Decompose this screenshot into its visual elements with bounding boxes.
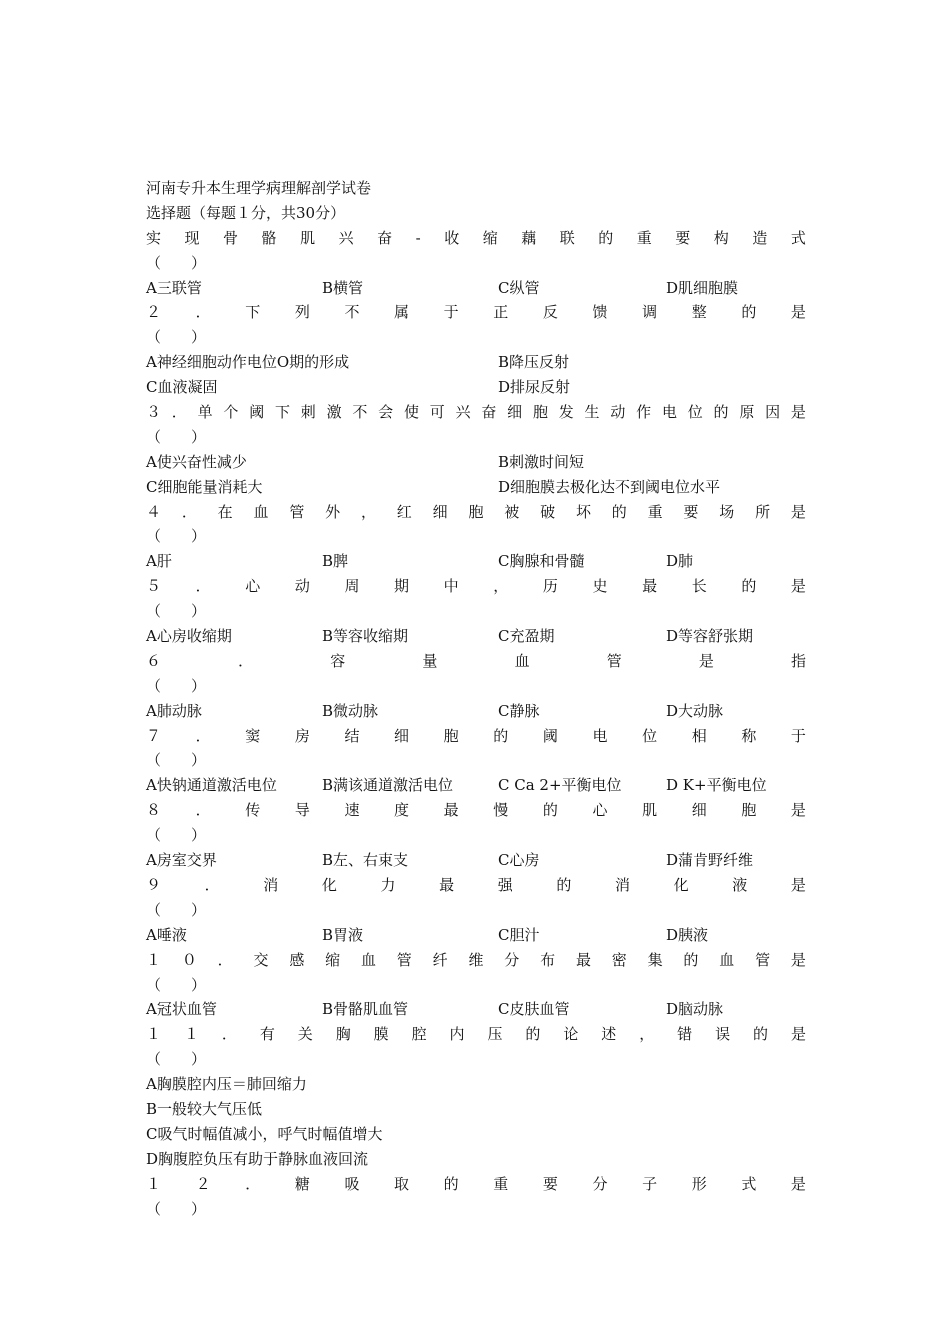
- stem-char: １: [146, 1025, 162, 1044]
- option: A肝: [146, 552, 172, 571]
- stem-char: 破: [540, 502, 556, 521]
- stem-char: 感: [289, 950, 305, 969]
- answer-blank: （ ）: [146, 253, 207, 272]
- stem-char: 位: [642, 726, 658, 745]
- stem-char: 分: [504, 950, 520, 969]
- stem-char: 所: [755, 502, 771, 521]
- stem-char: 吸: [344, 1174, 360, 1193]
- stem-char: 纤: [432, 950, 448, 969]
- answer-blank: （ ）: [146, 328, 207, 347]
- stem-char: 细: [507, 403, 523, 422]
- option-row: [146, 624, 806, 649]
- answer-blank: （ ）: [146, 751, 207, 770]
- stem-char: ２: [146, 303, 162, 322]
- option: D大动脉: [666, 701, 724, 720]
- stem-char: 中: [443, 577, 459, 596]
- question-9: [146, 873, 806, 948]
- option: A胸膜腔内压＝肺回缩力: [146, 1075, 307, 1094]
- option: D胸腹腔负压有助于静脉血液回流: [146, 1149, 369, 1168]
- stem-char: 有: [259, 1025, 275, 1044]
- question-6: [146, 649, 806, 724]
- stem-char: 容: [330, 651, 346, 670]
- question-stem: [146, 873, 806, 898]
- stem-char: 调: [642, 303, 658, 322]
- stem-char: 是: [790, 502, 806, 521]
- stem-char: 不: [344, 303, 360, 322]
- stem-char: 速: [344, 801, 360, 820]
- stem-char: 是: [790, 1025, 806, 1044]
- stem-char: 是: [698, 651, 714, 670]
- stem-char: ２: [195, 1174, 211, 1193]
- question-stem: [146, 649, 806, 674]
- document-page: [146, 176, 806, 1221]
- stem-char: 要: [542, 1174, 558, 1193]
- stem-char: 坏: [575, 502, 591, 521]
- stem-char: 电: [592, 726, 608, 745]
- stem-char: 腔: [411, 1025, 427, 1044]
- answer-blank: （ ）: [146, 602, 207, 621]
- stem-char: 称: [741, 726, 757, 745]
- option-row: [146, 699, 806, 724]
- stem-char: 是: [790, 950, 806, 969]
- stem-char: 场: [719, 502, 735, 521]
- question-stem: [146, 1172, 806, 1197]
- stem-char: 可: [429, 403, 445, 422]
- stem-char: 是: [790, 403, 806, 422]
- stem-char: ，: [360, 502, 376, 521]
- option: C心房: [498, 851, 540, 870]
- option: B左、右束支: [322, 851, 409, 870]
- stem-char: 的: [741, 577, 757, 596]
- question-4: [146, 500, 806, 575]
- stem-char: 述: [601, 1025, 617, 1044]
- stem-char: 胞: [468, 502, 484, 521]
- stem-char: 下: [245, 303, 261, 322]
- stem-char: 消: [263, 875, 279, 894]
- stem-char: 单: [197, 403, 213, 422]
- stem-char: 心: [245, 577, 261, 596]
- option-row: [146, 549, 806, 574]
- stem-char: ．: [195, 726, 211, 745]
- option-row: [146, 350, 806, 375]
- option: C纵管: [498, 278, 540, 297]
- question-stem: [146, 400, 806, 425]
- stem-char: 骼: [261, 228, 277, 247]
- stem-char: 相: [691, 726, 707, 745]
- section-heading: 选择题（每题１分，共30分）: [146, 203, 346, 222]
- stem-char: 重: [647, 502, 663, 521]
- option: B脾: [322, 552, 349, 571]
- stem-char: 是: [790, 875, 806, 894]
- question-stem: [146, 300, 806, 325]
- stem-char: ，: [639, 1025, 655, 1044]
- option: B降压反射: [498, 353, 570, 372]
- option: D肌细胞膜: [666, 278, 739, 297]
- stem-char: 重: [493, 1174, 509, 1193]
- stem-char: 作: [636, 403, 652, 422]
- stem-char: 化: [673, 875, 689, 894]
- question-stem: [146, 500, 806, 525]
- stem-char: 红: [396, 502, 412, 521]
- option: A三联管: [146, 278, 202, 297]
- question-11: [146, 1022, 806, 1171]
- stem-char: 膜: [373, 1025, 389, 1044]
- stem-char: 的: [598, 228, 614, 247]
- option: B骨骼肌血管: [322, 1000, 409, 1019]
- stem-char: 的: [542, 801, 558, 820]
- option: A神经细胞动作电位O期的形成: [146, 353, 350, 372]
- stem-char: 肌: [300, 228, 316, 247]
- stem-char: ．: [204, 875, 220, 894]
- option: B一般较大气压低: [146, 1099, 263, 1118]
- stem-char: 房: [294, 726, 310, 745]
- stem-char: 被: [504, 502, 520, 521]
- stem-char: 周: [344, 577, 360, 596]
- option-row: [146, 773, 806, 798]
- stem-char: 布: [540, 950, 556, 969]
- option-row: [146, 997, 806, 1022]
- answer-blank: （ ）: [146, 826, 207, 845]
- stem-char: 下: [274, 403, 290, 422]
- stem-char: 动: [294, 577, 310, 596]
- option-row: [146, 450, 806, 475]
- stem-char: 个: [223, 403, 239, 422]
- stem-char: 的: [556, 875, 572, 894]
- stem-char: 结: [344, 726, 360, 745]
- stem-char: 错: [677, 1025, 693, 1044]
- question-1: [146, 226, 806, 301]
- stem-char: 心: [592, 801, 608, 820]
- option: C充盈期: [498, 627, 555, 646]
- stem-char: ．: [195, 303, 211, 322]
- stem-char: 现: [184, 228, 200, 247]
- option-row: [146, 276, 806, 301]
- stem-char: 密: [611, 950, 627, 969]
- stem-char: 最: [575, 950, 591, 969]
- question-stem: [146, 574, 806, 599]
- stem-char: 要: [683, 502, 699, 521]
- option: B刺激时间短: [498, 452, 585, 471]
- option: D胰液: [666, 925, 709, 944]
- option: B满该通道激活电位: [322, 776, 454, 795]
- stem-char: ．: [217, 950, 233, 969]
- stem-char: 使: [403, 403, 419, 422]
- stem-char: 缩: [482, 228, 498, 247]
- option: D等容舒张期: [666, 627, 754, 646]
- option: A房室交界: [146, 851, 217, 870]
- stem-char: 化: [321, 875, 337, 894]
- stem-char: 细: [691, 801, 707, 820]
- stem-char: 的: [525, 1025, 541, 1044]
- stem-char: ８: [146, 801, 162, 820]
- stem-char: 传: [245, 801, 261, 820]
- stem-char: 的: [611, 502, 627, 521]
- stem-char: 导: [294, 801, 310, 820]
- stem-char: 史: [592, 577, 608, 596]
- stem-char: 式: [790, 228, 806, 247]
- stem-char: 正: [493, 303, 509, 322]
- question-stem: [146, 798, 806, 823]
- stem-char: 子: [642, 1174, 658, 1193]
- stem-char: 兴: [338, 228, 354, 247]
- option: A肺动脉: [146, 701, 202, 720]
- stem-char: 骨: [223, 228, 239, 247]
- option: A唾液: [146, 925, 187, 944]
- stem-char: 列: [294, 303, 310, 322]
- stem-char: 的: [493, 726, 509, 745]
- option: B横管: [322, 278, 364, 297]
- option: D肺: [666, 552, 694, 571]
- stem-char: 刺: [300, 403, 316, 422]
- option: D排尿反射: [498, 378, 571, 397]
- stem-char: 属: [394, 303, 410, 322]
- stem-char: 在: [217, 502, 233, 521]
- stem-char: 造: [752, 228, 768, 247]
- stem-char: 要: [675, 228, 691, 247]
- question-12: [146, 1172, 806, 1222]
- stem-char: 量: [422, 651, 438, 670]
- option-row: [146, 475, 806, 500]
- stem-char: 血: [514, 651, 530, 670]
- option: C吸气时幅值减小，呼气时幅值增大: [146, 1124, 383, 1143]
- stem-char: ．: [195, 801, 211, 820]
- stem-char: 重: [636, 228, 652, 247]
- stem-char: 管: [396, 950, 412, 969]
- question-list: [146, 226, 806, 1222]
- option: C胸腺和骨髓: [498, 552, 585, 571]
- stem-char: 度: [394, 801, 410, 820]
- stem-char: 压: [487, 1025, 503, 1044]
- option-row: [146, 923, 806, 948]
- stem-char: 交: [253, 950, 269, 969]
- stem-char: 的: [741, 303, 757, 322]
- option: A冠状血管: [146, 1000, 217, 1019]
- stem-char: １: [146, 1174, 162, 1193]
- question-7: [146, 724, 806, 799]
- stem-char: ．: [245, 1174, 261, 1193]
- stem-char: ．: [181, 502, 197, 521]
- stem-char: ４: [146, 502, 162, 521]
- stem-char: ６: [146, 651, 162, 670]
- stem-char: 收: [444, 228, 460, 247]
- stem-char: 管: [289, 502, 305, 521]
- stem-char: 是: [790, 577, 806, 596]
- answer-blank: （ ）: [146, 1199, 207, 1218]
- stem-char: 构: [713, 228, 729, 247]
- option: B胃液: [322, 925, 364, 944]
- stem-char: 指: [790, 651, 806, 670]
- stem-char: 位: [687, 403, 703, 422]
- option-row: [146, 848, 806, 873]
- stem-char: 最: [443, 801, 459, 820]
- stem-char: 奋: [481, 403, 497, 422]
- option: C胆汁: [498, 925, 540, 944]
- stem-char: 慢: [493, 801, 509, 820]
- option-row: [146, 375, 806, 400]
- question-8: [146, 798, 806, 873]
- stem-char: 阈: [249, 403, 265, 422]
- stem-char: 生: [584, 403, 600, 422]
- stem-char: 的: [713, 403, 729, 422]
- question-stem: [146, 1022, 806, 1047]
- stem-char: ．: [221, 1025, 237, 1044]
- answer-blank: （ ）: [146, 900, 207, 919]
- answer-blank: （ ）: [146, 527, 207, 546]
- option: D蒲肯野纤维: [666, 851, 754, 870]
- option: C Ca 2+平衡电位: [498, 776, 622, 795]
- stem-char: ５: [146, 577, 162, 596]
- stem-char: 的: [683, 950, 699, 969]
- stem-char: 消: [615, 875, 631, 894]
- stem-char: 缩: [325, 950, 341, 969]
- question-10: [146, 948, 806, 1023]
- question-stem: [146, 948, 806, 973]
- stem-char: 分: [592, 1174, 608, 1193]
- option: C静脉: [498, 701, 540, 720]
- option: D细胞膜去极化达不到阈电位水平: [498, 477, 721, 496]
- stem-char: 兴: [455, 403, 471, 422]
- stem-char: 整: [691, 303, 707, 322]
- stem-char: 激: [326, 403, 342, 422]
- stem-char: 糖: [294, 1174, 310, 1193]
- option: C血液凝固: [146, 378, 218, 397]
- stem-char: 胞: [532, 403, 548, 422]
- stem-char: 胞: [443, 726, 459, 745]
- answer-blank: （ ）: [146, 676, 207, 695]
- answer-blank: （ ）: [146, 427, 207, 446]
- stem-char: 实: [146, 228, 162, 247]
- stem-char: 细: [394, 726, 410, 745]
- stem-char: 管: [606, 651, 622, 670]
- stem-char: １: [146, 950, 162, 969]
- stem-char: 反: [542, 303, 558, 322]
- stem-char: 藕: [521, 228, 537, 247]
- stem-char: 液: [732, 875, 748, 894]
- option: A快钠通道激活电位: [146, 776, 277, 795]
- stem-char: 肌: [642, 801, 658, 820]
- stem-char: 管: [755, 950, 771, 969]
- option: D K+平衡电位: [666, 776, 767, 795]
- stem-char: 的: [443, 1174, 459, 1193]
- stem-char: ９: [146, 875, 162, 894]
- stem-char: 力: [380, 875, 396, 894]
- stem-char: 是: [790, 801, 806, 820]
- option: D脑动脉: [666, 1000, 724, 1019]
- stem-char: 胸: [335, 1025, 351, 1044]
- stem-char: 血: [253, 502, 269, 521]
- answer-blank: （ ）: [146, 975, 207, 994]
- stem-char: 长: [691, 577, 707, 596]
- question-stem: [146, 724, 806, 749]
- question-3: [146, 400, 806, 500]
- stem-char: 窦: [245, 726, 261, 745]
- stem-char: 原: [739, 403, 755, 422]
- stem-char: 形: [691, 1174, 707, 1193]
- stem-char: -: [415, 228, 421, 247]
- stem-char: 维: [468, 950, 484, 969]
- question-stem: [146, 226, 806, 251]
- stem-char: 论: [563, 1025, 579, 1044]
- stem-char: 动: [610, 403, 626, 422]
- stem-char: 于: [790, 726, 806, 745]
- stem-char: 的: [753, 1025, 769, 1044]
- stem-char: 不: [352, 403, 368, 422]
- stem-char: 馈: [592, 303, 608, 322]
- stem-char: 关: [297, 1025, 313, 1044]
- stem-char: ．: [171, 403, 187, 422]
- stem-char: 发: [558, 403, 574, 422]
- option: A使兴奋性减少: [146, 452, 247, 471]
- question-2: [146, 300, 806, 400]
- stem-char: 因: [765, 403, 781, 422]
- option: B等容收缩期: [322, 627, 409, 646]
- stem-char: 血: [360, 950, 376, 969]
- stem-char: 电: [661, 403, 677, 422]
- stem-char: ７: [146, 726, 162, 745]
- doc-title: 河南专升本生理学病理解剖学试卷: [146, 179, 372, 197]
- stem-char: 奋: [377, 228, 393, 247]
- answer-blank: （ ）: [146, 1050, 207, 1069]
- stem-char: 外: [325, 502, 341, 521]
- option: C皮肤血管: [498, 1000, 570, 1019]
- stem-char: ．: [238, 651, 254, 670]
- stem-char: 集: [647, 950, 663, 969]
- stem-char: 误: [715, 1025, 731, 1044]
- stem-char: 会: [378, 403, 394, 422]
- stem-char: 阈: [542, 726, 558, 745]
- stem-char: 强: [497, 875, 513, 894]
- stem-char: 是: [790, 1174, 806, 1193]
- option: B微动脉: [322, 701, 379, 720]
- stem-char: 联: [559, 228, 575, 247]
- stem-char: 血: [719, 950, 735, 969]
- stem-char: 最: [439, 875, 455, 894]
- stem-char: 是: [790, 303, 806, 322]
- stem-char: 细: [432, 502, 448, 521]
- stem-char: ０: [181, 950, 197, 969]
- question-5: [146, 574, 806, 649]
- stem-char: １: [183, 1025, 199, 1044]
- stem-char: 于: [443, 303, 459, 322]
- stem-char: 历: [542, 577, 558, 596]
- stem-char: 取: [394, 1174, 410, 1193]
- stem-char: 胞: [741, 801, 757, 820]
- stem-char: ，: [493, 577, 509, 596]
- stem-char: 内: [449, 1025, 465, 1044]
- stem-char: 期: [394, 577, 410, 596]
- option: C细胞能量消耗大: [146, 477, 263, 496]
- stem-char: 式: [741, 1174, 757, 1193]
- stem-char: ３: [146, 403, 162, 422]
- stem-char: ．: [195, 577, 211, 596]
- option: A心房收缩期: [146, 627, 232, 646]
- stem-char: 最: [642, 577, 658, 596]
